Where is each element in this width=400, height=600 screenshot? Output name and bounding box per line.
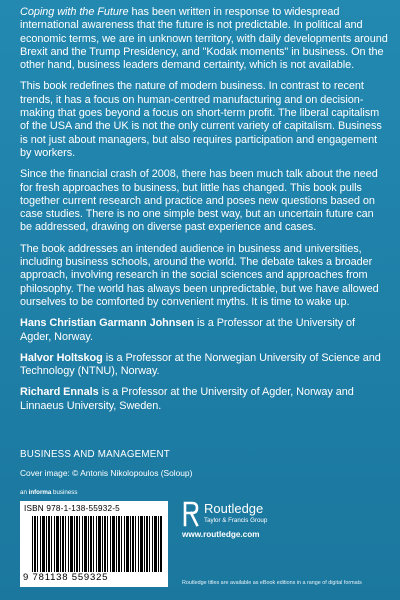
blurb bbox=[20, 6, 388, 421]
publisher-group: Taylor & Francis Group bbox=[204, 517, 268, 524]
cover-footer bbox=[0, 489, 400, 600]
routledge-logo-icon bbox=[182, 501, 200, 527]
barcode-digits: 9 781138 559325 bbox=[23, 572, 109, 583]
blurb-paragraph-1 bbox=[20, 6, 388, 72]
blurb-paragraph-4: The book addresses an intended audience in business and universities, including business schools, around the world. The debate takes a broader approach, involving research in the social sciences and approaches from philosophy. The world has always been unpredictable, but we have allowed ourselves to be comforted by convenient myths. It is time to wake up. bbox=[20, 242, 379, 308]
author-bio bbox=[20, 317, 388, 344]
author-description: is a Professor at the University of Agder, Norway and Linnaeus University, Sweden. bbox=[20, 386, 354, 412]
imprint-prefix: an bbox=[20, 489, 29, 496]
imprint-suffix: business bbox=[51, 489, 78, 496]
barcode bbox=[20, 501, 168, 587]
publisher-name: Routledge bbox=[204, 501, 264, 516]
author-description: is a Professor at the University of Agder, Norway. bbox=[20, 317, 356, 343]
author-description: is a Professor at the Norwegian University of Science and Technology (NTNU), Norway. bbox=[20, 351, 381, 378]
subject-category: BUSINESS AND MANAGEMENT bbox=[20, 449, 170, 460]
author-name: Halvor Holtskog bbox=[20, 351, 103, 364]
author-bio bbox=[20, 386, 388, 413]
publisher-website[interactable]: www.routledge.com bbox=[182, 530, 260, 539]
informa-imprint bbox=[20, 489, 77, 496]
author-bio bbox=[20, 352, 388, 379]
author-bios bbox=[20, 317, 388, 413]
blurb-paragraph-2: This book redefines the nature of modern business. In contrast to recent trends, it has a focus on human-centred manufacturing and on decision-making that goes beyond a focus on short-term profit. The liberal capitalism of the USA and the UK is not the only current variety of capitalism. Business is not just about managers, but also requires participation and engagement by workers. bbox=[20, 80, 382, 159]
blurb-paragraph-3: Since the financial crash of 2008, there has been much talk about the need for fresh approaches to business, but little has changed. This book pulls together current research and practice and poses new questions based on case studies. There is no one simple best way, but an uncertain future can be addressed, drawing on diverse past experience and cases. bbox=[20, 168, 378, 234]
ebook-note: Routledge titles are available as eBook editions in a range of digital formats bbox=[182, 580, 362, 586]
blurb-paragraph-1-text: has been written in response to widespread international awareness that the future is not predictable. In political and economic terms, we are in unknown territory, with daily developments around Brexit and the Trump Presidency, and "Kodak moments" in business. On the other hand, business leaders demand certainty, which is not available. bbox=[20, 6, 388, 72]
barcode-bars bbox=[32, 516, 162, 572]
author-name: Hans Christian Garmann Johnsen bbox=[20, 317, 195, 330]
cover-credit: Cover image: © Antonis Nikolopoulos (Soloup) bbox=[20, 468, 193, 478]
book-title: Coping with the Future bbox=[20, 6, 129, 18]
publisher-block bbox=[204, 501, 267, 524]
author-name: Richard Ennals bbox=[20, 386, 99, 399]
isbn-label: ISBN 978-1-138-55932-5 bbox=[24, 504, 120, 513]
imprint-brand: informa bbox=[28, 489, 52, 496]
